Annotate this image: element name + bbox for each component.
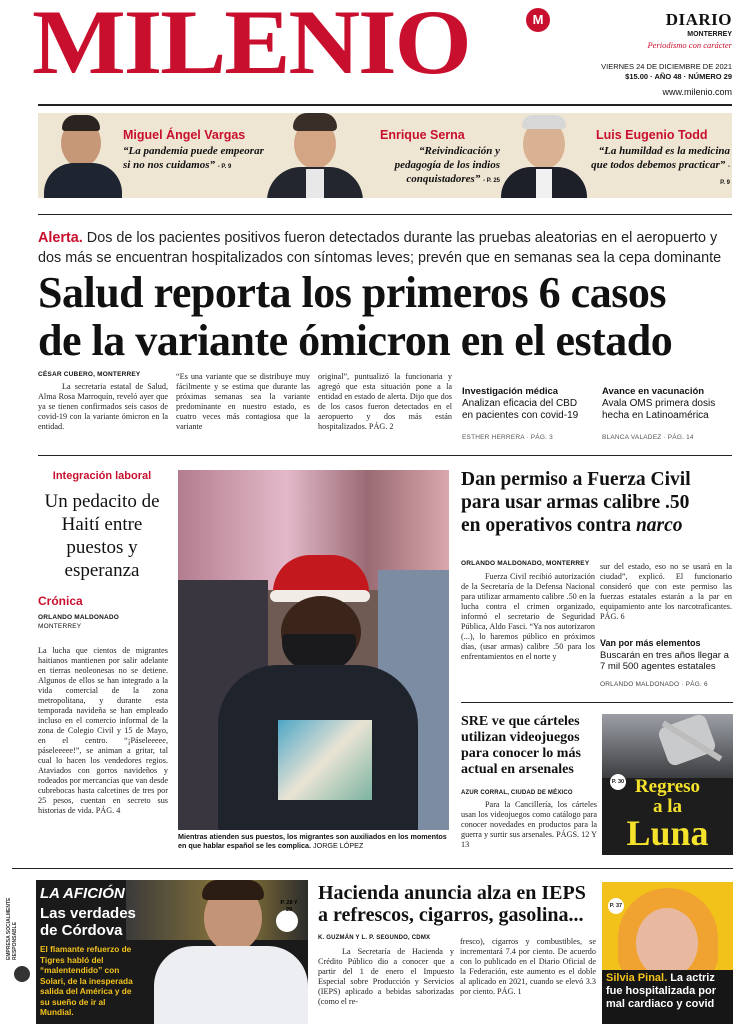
sre-text: Para la Cancillería, los cárteles usan los videojuegos como catálogo para conocer novedades en productos para la guerra y surtir sus arsenales. PÁGS. 12 Y 13: [461, 800, 597, 849]
sre-byline: AZUR CORRAL, CIUDAD DE MÉXICO: [461, 790, 573, 796]
lead-rule: [38, 455, 732, 456]
bottom-rule: [12, 868, 733, 869]
hacienda-headline-2[interactable]: a refrescos, cigarros, gasolina...: [318, 904, 584, 926]
haiti-photo[interactable]: [178, 470, 449, 830]
haiti-byline: ORLANDO MALDONADO: [38, 614, 120, 621]
esr-vertical-label: EMPRESA SOCIALMENTE RESPONSABLE: [6, 897, 18, 960]
hacienda-headline-1[interactable]: Hacienda anuncia alza en IEPS: [318, 882, 586, 904]
columnist-quote-todd: “La humildad es la medicina que todos debemos practicar” - P. 9: [591, 145, 730, 186]
lead-col-2: “Es una variante que se distribuye muy fácilmente y se estima que durante las próximas semanas sea la variante predominante en nuestro estado, es cuatro veces más contagiosa que la variante: [176, 372, 310, 431]
lead-headline-2[interactable]: de la variante ómicron en el estado: [38, 316, 673, 365]
esr-logo-icon: [14, 966, 30, 982]
haiti-headline[interactable]: Un pedacito de Haití entre puestos y esperanza: [44, 491, 160, 581]
fuerza-col-1: Fuerza Civil recibió autorización de la Secretaría de la Defensa Nacional para utilizar armamento calibre .50 en la lucha contra el crimen organizado, informó el secretario de Seguridad Pública, Aldo Fasci. “Ya nos autorizaron (...), lo haremos público en próximos días, (usar armas) calibre .50 para los enfrentamientos en el norte y: [461, 572, 595, 661]
side-vaccine-title[interactable]: Avance en vacunación: [602, 386, 705, 397]
columnist-quote-serna: “Reivindicación y pedagogía de los indios conquistadores” - P. 25: [394, 145, 500, 185]
columnist-quote-vargas: “La pandemia puede empeorar si no nos cuidamos” - P. 9: [123, 145, 264, 171]
hacienda-col-2: fresco), cigarros y combustibles, se incrementará 7.4 por ciento. De acuerdo con lo publicado en el Diario Oficial de la Federación, este aumento es el doble al aplicado en 2021, cuando se elevó 3.3 por ciento. PÁG. 1: [460, 937, 596, 996]
lead-byline: CÉSAR CUBERO, MONTERREY: [38, 371, 141, 378]
haiti-text: La lucha que cientos de migrantes haitianos mantienen por salir adelante en tierras neoleonesas no se detiene. Algunos de ellos se han integrado a la vida comercial de la zona metropolitana, y durante esta temporada navideña se han empleado incluso en el comercio informal de la zona de Colegio Civil y 15 de Mayo, en el centro. “¡Páseleeeee, páseleeeee!”, se animan a gritar, tal cual lo hacen los vendedores regios. Ataviados con gorros navideños y rodeados por mercancías que van desde cubrebocas hasta calcetines de tres por 25 pesos, cuentan en secreto sus historias de vida. PÁG. 4: [38, 646, 168, 815]
fuerza-side-text: Buscarán en tres años llegar a 7 mil 500 agentes estatales: [600, 650, 729, 672]
fuerza-headline[interactable]: Dan permiso a Fuerza Civil para usar armas calibre .50 en operativos contra narco: [461, 469, 691, 536]
sre-headline[interactable]: SRE ve que cárteles utilizan videojuegos para conocer lo más actual en arsenales: [461, 714, 581, 777]
luna-page: P. 30: [610, 774, 626, 790]
haiti-kicker: Integración laboral: [52, 470, 152, 482]
website[interactable]: www.milenio.com: [662, 87, 732, 97]
haiti-caption: Mientras atienden sus puestos, los migrantes son auxiliados en los momentos en que hablar español se les complica. JORGE LÓPEZ: [178, 832, 447, 850]
haiti-byline-city: MONTERREY: [38, 623, 82, 630]
hacienda-col-1: La Secretaría de Hacienda y Crédito Público dio a conocer que a partir del 1 de enero el Impuesto Especial sobre Producción y Servicios (IEPS) aplicado a bebidas saborizadas (como el re-: [318, 947, 454, 1006]
side-vaccine-text: Avala OMS primera dosis hecha en Latinoamérica: [602, 398, 716, 421]
side-vaccine-credit: BLANCA VALADEZ · PÁG. 14: [602, 434, 694, 441]
luna-line-2: a la: [652, 796, 683, 817]
aficion-brand: LA AFICIÓN: [40, 885, 125, 902]
columnist-name-vargas[interactable]: Miguel Ángel Vargas: [123, 128, 246, 142]
edition-city: MONTERREY: [687, 31, 732, 38]
logo-badge: M: [526, 8, 550, 32]
date-line: VIERNES 24 DE DICIEMBRE DE 2021: [601, 62, 732, 71]
lead-col-3: original”, puntualizó la funcionaria y agregó que esta situación pone a la entidad en estado de alerta. Dijo que dos de los casos fueron detectados en el aeropuerto y dos más están hospitalizados. PÁG. 2: [318, 372, 452, 431]
fuerza-col-2: sur del estado, eso no se usará en la ciudad”, explicó. El funcionario consideró que con este permiso las fuerzas estatales estarán a la par en equipamiento ante los narcotraficantes. PÁG. 6: [600, 562, 732, 621]
luna-line-1: Regreso: [634, 776, 701, 797]
side-research-credit: ESTHER HERRERA · PÁG. 3: [462, 434, 553, 441]
aficion-text: El flamante refuerzo de Tigres habló del “malentendido” con Solari, de la inesperada salida del América y de su sueño de ir al Mundial.: [40, 944, 133, 1017]
aficion-pages: P. 28 Y 29: [280, 900, 298, 913]
side-research-title[interactable]: Investigación médica: [462, 386, 559, 397]
fuerza-byline: ORLANDO MALDONADO, MONTERREY: [461, 560, 590, 567]
luna-line-3: Luna: [626, 813, 709, 853]
tagline: Periodismo con carácter: [647, 40, 732, 50]
edition-name: DIARIO: [665, 10, 732, 29]
fuerza-side-credit: ORLANDO MALDONADO · PÁG. 6: [600, 681, 708, 688]
masthead-rule: [38, 104, 732, 106]
hacienda-byline: K. GUZMÁN Y L. P. SEGUNDO, CDMX: [318, 935, 431, 941]
fuerza-side-title[interactable]: Van por más elementos: [600, 638, 701, 648]
columnist-name-serna[interactable]: Enrique Serna: [380, 128, 465, 142]
columnist-photo-todd: [498, 113, 590, 198]
price-line: $15.00 · AÑO 48 · NÚMERO 29: [625, 72, 732, 81]
side-research-text: Analizan eficacia del CBD en pacientes con covid-19: [462, 398, 579, 421]
lead-col-1: La secretaria estatal de Salud, Alma Rosa Marroquín, reveló ayer que ya se tienen confirmados seis casos de covid-19 con la variante ómicron en la entidad.: [38, 382, 168, 431]
columnist-name-todd[interactable]: Luis Eugenio Todd: [596, 128, 708, 142]
pinal-page: P. 37: [608, 898, 624, 914]
pinal-text: Silvia Pinal. La actriz fue hospitalizada por mal cardiaco y covid: [606, 972, 717, 1010]
aficion-headline: Las verdades de Córdova: [40, 905, 136, 939]
columnist-photo-vargas: [38, 113, 128, 198]
fuerza-rule: [461, 702, 733, 703]
lead-headline-1[interactable]: Salud reporta los primeros 6 casos: [38, 268, 666, 317]
columnist-photo-serna: [262, 113, 367, 198]
lead-summary: Alerta. Dos de los pacientes positivos fueron detectados durante las pruebas aleatorias en el aeropuerto y dos más se encuentran hospitalizados con síntomas leves; prevén que en semanas sea la cepa dominante: [38, 230, 722, 266]
haiti-section: Crónica: [38, 594, 83, 608]
masthead-logo[interactable]: MILENIO: [32, 0, 470, 93]
columnists-rule: [38, 214, 732, 215]
